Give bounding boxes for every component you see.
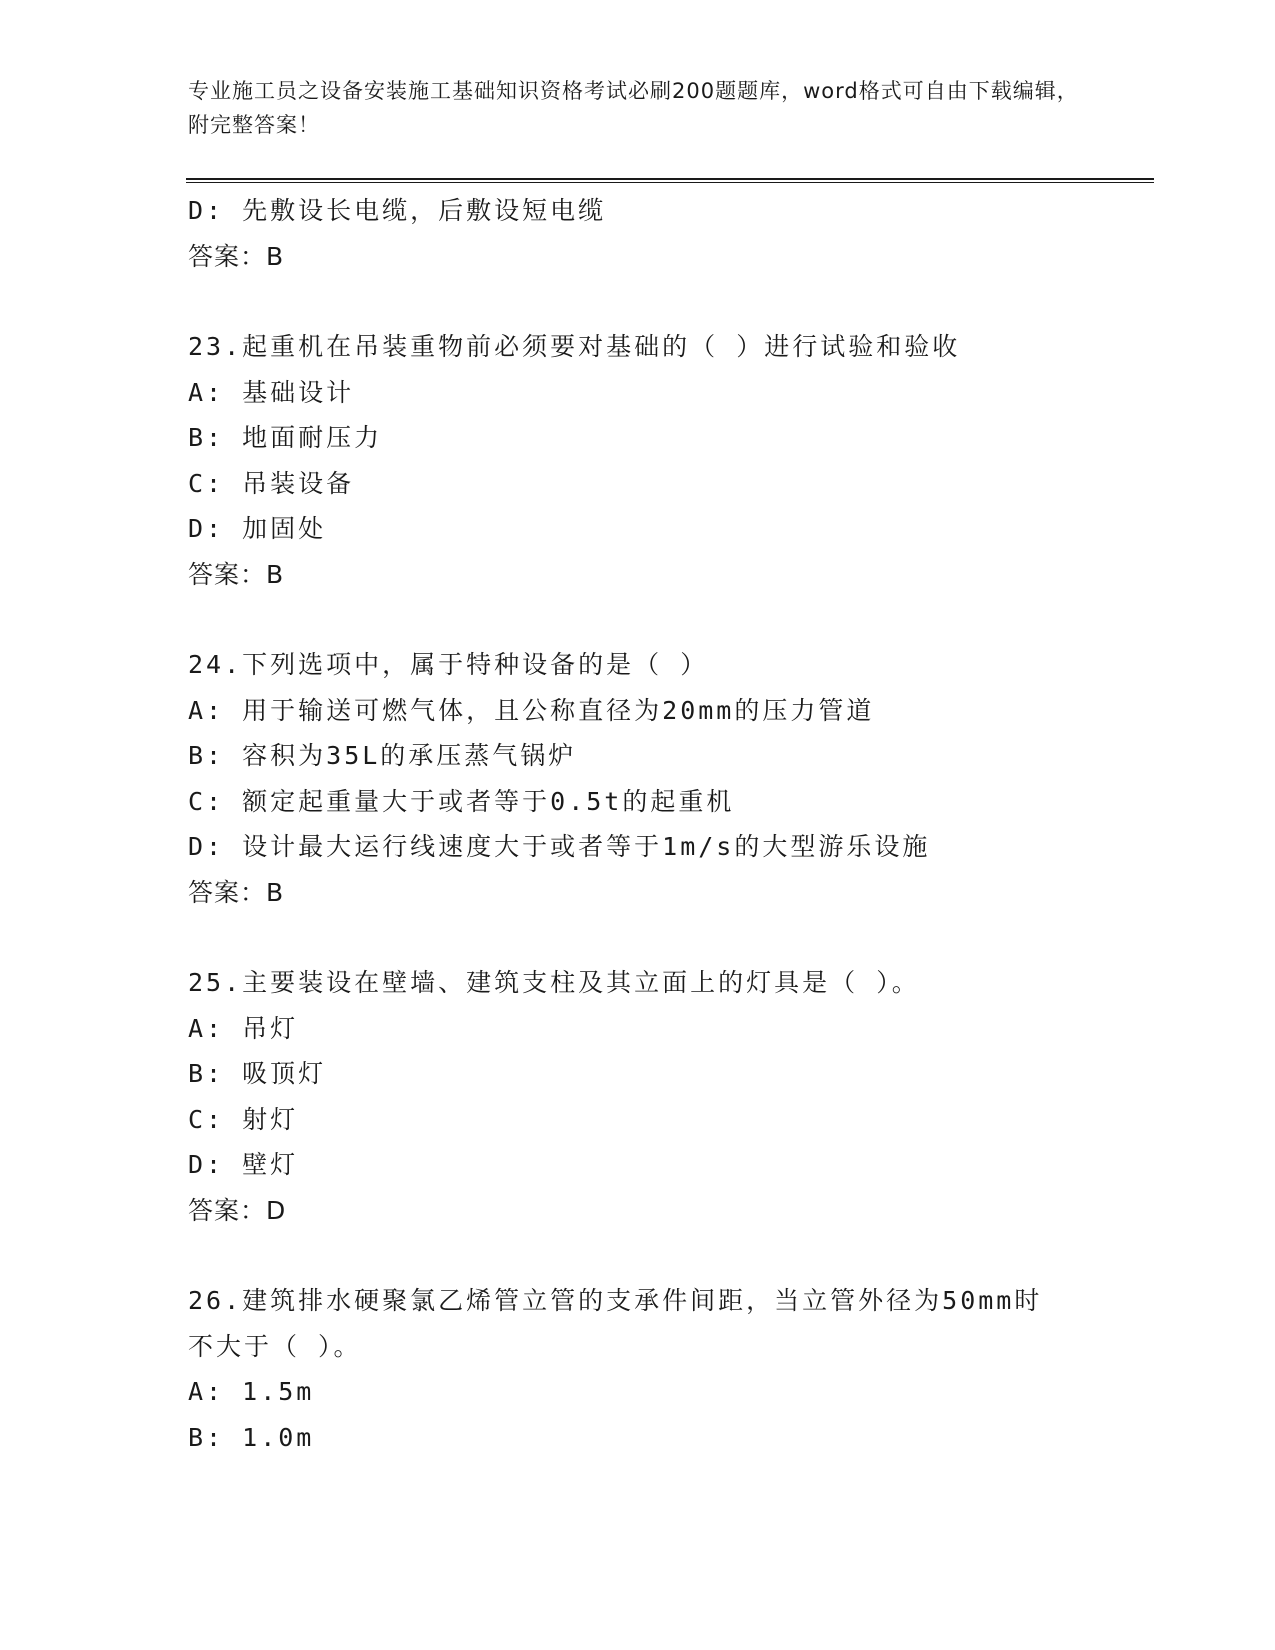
question-block-26 xyxy=(188,1278,1088,1460)
spacer xyxy=(188,279,1088,324)
question-text: 25.主要装设在壁墙、建筑支柱及其立面上的灯具是（ ）。 xyxy=(188,968,920,997)
option-b: B: 1.0m xyxy=(188,1422,315,1452)
question-text: 23.起重机在吊装重物前必须要对基础的（ ）进行试验和验收 xyxy=(188,332,961,361)
answer-line: 答案：B xyxy=(188,241,285,271)
question-block-24 xyxy=(188,642,1088,915)
option-a: A: 用于输送可燃气体，且公称直径为20mm的压力管道 xyxy=(188,695,875,725)
option-a: A: 1.5m xyxy=(188,1377,315,1406)
question-block-prev xyxy=(188,188,1088,279)
option-d: D: 先敷设长电缆，后敷设短电缆 xyxy=(188,196,607,225)
header-divider xyxy=(186,178,1154,183)
spacer xyxy=(188,597,1088,642)
spacer xyxy=(188,915,1088,960)
option-c: C: 吊装设备 xyxy=(188,468,355,498)
question-list xyxy=(188,188,1088,1460)
option-a: A: 吊灯 xyxy=(188,1013,299,1043)
question-block-25 xyxy=(188,960,1088,1233)
option-d: D: 加固处 xyxy=(188,514,327,543)
option-b: B: 地面耐压力 xyxy=(188,423,383,452)
question-block-23 xyxy=(188,324,1088,597)
option-a: A: 基础设计 xyxy=(188,377,355,407)
option-c: C: 射灯 xyxy=(188,1104,299,1134)
option-b: B: 吸顶灯 xyxy=(188,1059,327,1088)
header-title: 专业施工员之设备安装施工基础知识资格考试必刷200题题库，word格式可自由下载编辑，附完整答案！ xyxy=(188,79,1079,137)
option-b: B: 容积为35L的承压蒸气锅炉 xyxy=(188,741,577,770)
option-d: D: 壁灯 xyxy=(188,1150,299,1179)
document-header xyxy=(188,74,1088,142)
answer-line: 答案：D xyxy=(188,1195,287,1225)
question-text: 26.建筑排水硬聚氯乙烯管立管的支承件间距，当立管外径为50mm时不大于（ ）。 xyxy=(188,1286,1043,1361)
option-d: D: 设计最大运行线速度大于或者等于1m/s的大型游乐设施 xyxy=(188,832,931,861)
answer-line: 答案：B xyxy=(188,877,285,907)
answer-line: 答案：B xyxy=(188,559,285,589)
option-c: C: 额定起重量大于或者等于0.5t的起重机 xyxy=(188,786,735,816)
question-text: 24.下列选项中，属于特种设备的是（ ） xyxy=(188,650,709,679)
spacer xyxy=(188,1233,1088,1278)
